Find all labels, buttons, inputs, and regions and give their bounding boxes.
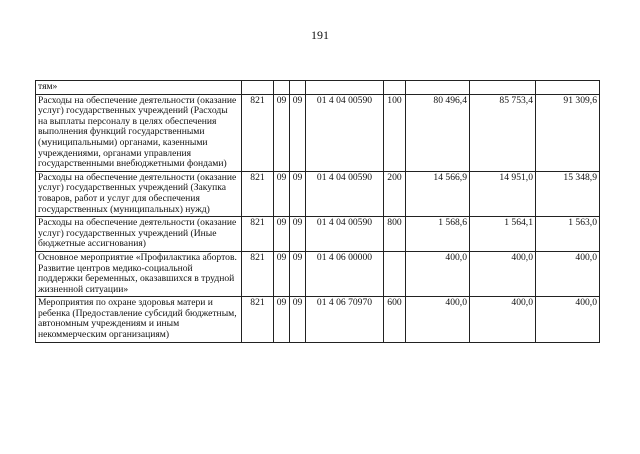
amount-year-1: 400,0: [406, 251, 470, 296]
expense-type: [384, 81, 406, 95]
row-description: Расходы на обеспечение деятельности (оказание услуг) государственных учреждений (Иные бюджетные ассигнования): [36, 217, 242, 252]
ministry-code: [242, 81, 274, 95]
amount-year-1: 400,0: [406, 297, 470, 342]
table-row: [36, 81, 600, 95]
amount-year-2: 1 564,1: [470, 217, 536, 252]
amount-year-1: 14 566,9: [406, 171, 470, 216]
subsection-code: 09: [290, 251, 306, 296]
budget-table: [35, 80, 600, 343]
ministry-code: 821: [242, 171, 274, 216]
amount-year-2: [470, 81, 536, 95]
section-code: 09: [274, 297, 290, 342]
amount-year-3: 400,0: [536, 251, 600, 296]
section-code: 09: [274, 217, 290, 252]
subsection-code: 09: [290, 94, 306, 171]
table-row: [36, 297, 600, 342]
ministry-code: 821: [242, 251, 274, 296]
table-row: [36, 217, 600, 252]
amount-year-3: 91 309,6: [536, 94, 600, 171]
ministry-code: 821: [242, 217, 274, 252]
amount-year-3: 1 563,0: [536, 217, 600, 252]
section-code: 09: [274, 171, 290, 216]
amount-year-2: 14 951,0: [470, 171, 536, 216]
ministry-code: 821: [242, 297, 274, 342]
amount-year-2: 400,0: [470, 251, 536, 296]
amount-year-3: [536, 81, 600, 95]
amount-year-3: 15 348,9: [536, 171, 600, 216]
target-article: 01 4 04 00590: [306, 171, 384, 216]
subsection-code: 09: [290, 297, 306, 342]
row-description: Основное мероприятие «Профилактика абортов. Развитие центров медико-социальной поддержки беременных, оказавшихся в трудной жизненной ситуации»: [36, 251, 242, 296]
amount-year-1: [406, 81, 470, 95]
row-description: Мероприятия по охране здоровья матери и ребенка (Предоставление субсидий бюджетным, автономным учреждениям и иным некоммерческим организациям): [36, 297, 242, 342]
subsection-code: [290, 81, 306, 95]
target-article: [306, 81, 384, 95]
section-code: [274, 81, 290, 95]
ministry-code: 821: [242, 94, 274, 171]
amount-year-2: 400,0: [470, 297, 536, 342]
section-code: 09: [274, 251, 290, 296]
amount-year-1: 80 496,4: [406, 94, 470, 171]
table-body: [36, 81, 600, 343]
table-row: [36, 171, 600, 216]
amount-year-1: 1 568,6: [406, 217, 470, 252]
amount-year-3: 400,0: [536, 297, 600, 342]
table-row: [36, 251, 600, 296]
section-code: 09: [274, 94, 290, 171]
subsection-code: 09: [290, 217, 306, 252]
amount-year-2: 85 753,4: [470, 94, 536, 171]
target-article: 01 4 04 00590: [306, 94, 384, 171]
expense-type: 800: [384, 217, 406, 252]
table-row: [36, 94, 600, 171]
target-article: 01 4 06 00000: [306, 251, 384, 296]
row-description: Расходы на обеспечение деятельности (оказание услуг) государственных учреждений (Расходы на выплаты персоналу в целях обеспечения выполнения функций государственными (муниципальными) органами, казенными учреждениями, органами управления государственными внебюджетными фондами): [36, 94, 242, 171]
row-description: тям»: [36, 81, 242, 95]
target-article: 01 4 04 00590: [306, 217, 384, 252]
expense-type: 600: [384, 297, 406, 342]
subsection-code: 09: [290, 171, 306, 216]
expense-type: 100: [384, 94, 406, 171]
page-number: 191: [311, 28, 329, 42]
target-article: 01 4 06 70970: [306, 297, 384, 342]
expense-type: 200: [384, 171, 406, 216]
expense-type: [384, 251, 406, 296]
row-description: Расходы на обеспечение деятельности (оказание услуг) государственных учреждений (Закупка товаров, работ и услуг для обеспечения государственных (муниципальных) нужд): [36, 171, 242, 216]
